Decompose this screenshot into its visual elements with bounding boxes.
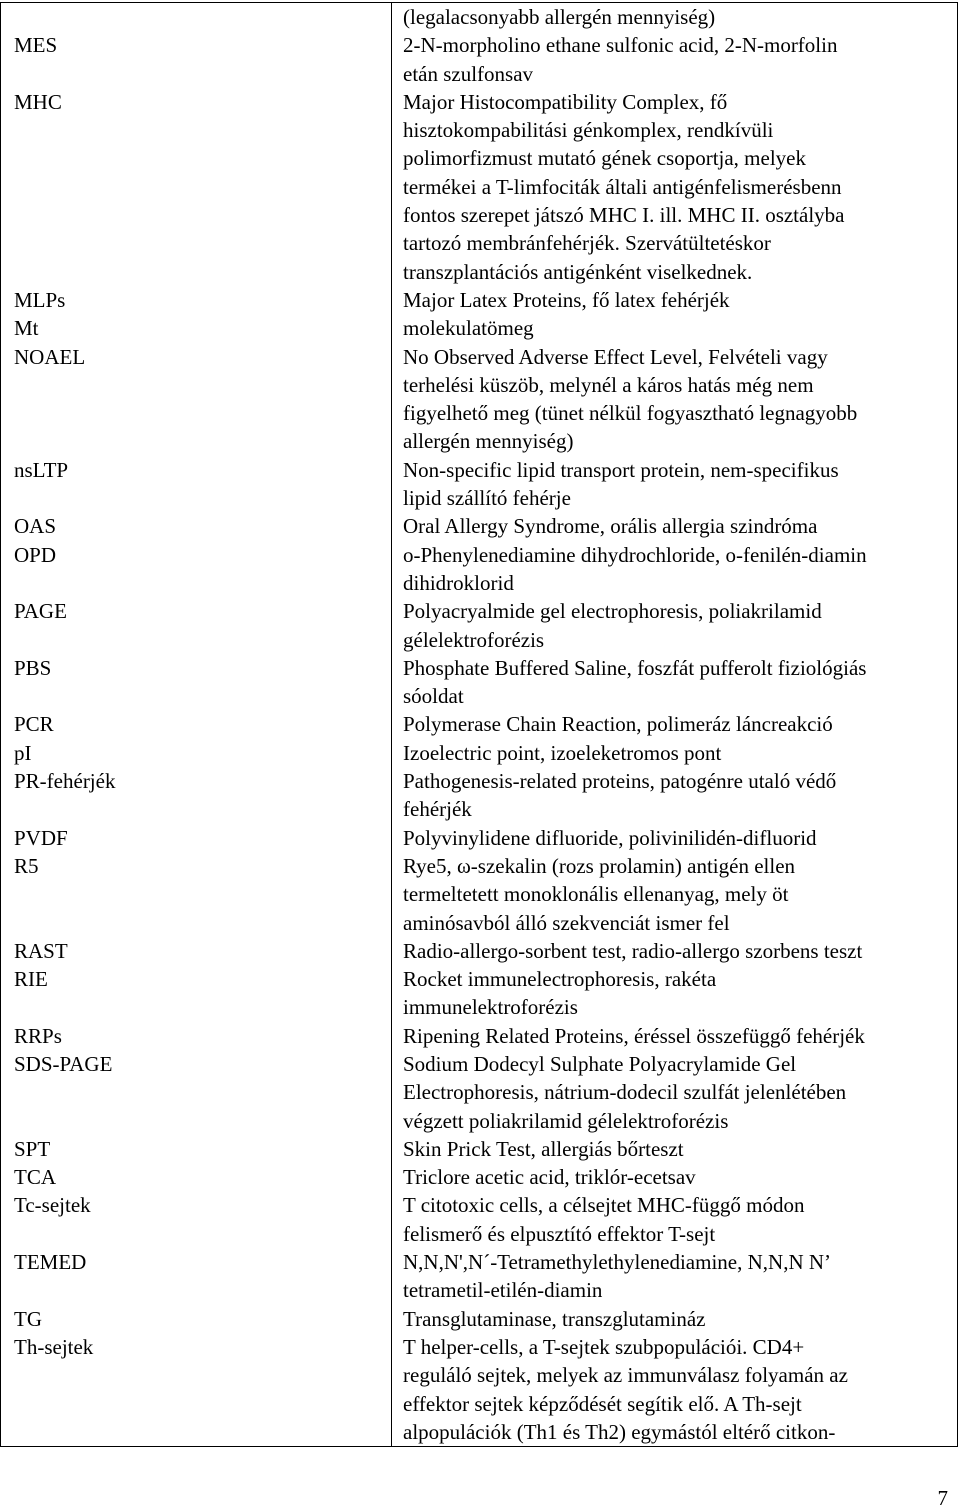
abbreviation-term: Th-sejtek <box>14 1334 94 1359</box>
abbreviation-definition <box>391 343 957 456</box>
abbreviation-term: PBS <box>14 655 52 680</box>
definition-line: Phosphate Buffered Saline, foszfát pufferolt fiziológiás <box>403 655 867 680</box>
definition-line: Ripening Related Proteins, éréssel összefüggő fehérjék <box>403 1023 865 1048</box>
definition-line: No Observed Adverse Effect Level, Felvételi vagy <box>403 344 828 369</box>
abbreviation-term: MES <box>14 33 58 58</box>
abbreviation-definition <box>391 1050 957 1135</box>
definition-line: felismerő és elpusztító effektor T-sejt <box>403 1221 716 1246</box>
definition-line: Skin Prick Test, allergiás bőrteszt <box>403 1136 684 1161</box>
definition-line: Triclore acetic acid, triklór-ecetsav <box>403 1165 696 1190</box>
definition-line: N,N,N',N´-Tetramethylethylenediamine, N,N,N N’ <box>403 1250 832 1275</box>
abbreviation-term: SPT <box>14 1136 51 1161</box>
definition-line: Pathogenesis-related proteins, patogénre utaló védő <box>403 769 837 794</box>
table-row <box>1 654 957 711</box>
table-row <box>1 1022 957 1050</box>
abbreviation-table <box>0 2 958 1447</box>
table-row <box>1 343 957 456</box>
definition-line: dihidroklorid <box>403 570 514 595</box>
table-row <box>1 824 957 852</box>
abbreviation-definition <box>391 541 957 598</box>
abbreviation-term: NOAEL <box>14 344 86 369</box>
definition-line: immunelektroforézis <box>403 995 578 1020</box>
abbreviation-definition <box>391 1163 957 1191</box>
definition-line: Polymerase Chain Reaction, polimeráz láncreakció <box>403 712 833 737</box>
abbreviation-definition <box>391 597 957 654</box>
abbreviation-term: Mt <box>14 316 39 341</box>
abbreviation-term: PR-fehérjék <box>14 769 116 794</box>
table-row <box>1 1333 957 1446</box>
definition-line: transzplantációs antigénként viselkednek. <box>403 259 753 284</box>
abbreviation-term: TCA <box>14 1165 56 1190</box>
abbreviation-term: PAGE <box>14 599 67 624</box>
abbreviation-definition <box>391 3 957 31</box>
table-row <box>1 852 957 937</box>
abbreviation-definition <box>391 852 957 937</box>
table-row <box>1 3 957 31</box>
table-row <box>1 541 957 598</box>
abbreviation-term: R5 <box>14 853 39 878</box>
abbreviation-term: OPD <box>14 542 57 567</box>
definition-line: Izoelectric point, izoeleketromos pont <box>403 740 722 765</box>
definition-line: reguláló sejtek, melyek az immunválasz folyamán az <box>403 1363 848 1388</box>
definition-line: végzett poliakrilamid gélelektroforézis <box>403 1108 729 1133</box>
abbreviation-definition <box>391 512 957 540</box>
abbreviation-definition <box>391 937 957 965</box>
definition-line: fehérjék <box>403 797 472 822</box>
abbreviation-term: TG <box>14 1306 42 1331</box>
abbreviation-definition <box>391 710 957 738</box>
definition-line: 2-N-morpholino ethane sulfonic acid, 2-N-morfolin <box>403 33 838 58</box>
definition-line: Sodium Dodecyl Sulphate Polyacrylamide Gel <box>403 1051 797 1076</box>
abbreviation-term <box>1 3 391 31</box>
abbreviation-definition <box>391 1305 957 1333</box>
abbreviation-term: PCR <box>14 712 54 737</box>
table-row <box>1 88 957 286</box>
definition-line: termékei a T-limfociták általi antigénfelismerésbenn <box>403 174 842 199</box>
abbreviation-term: pI <box>14 740 32 765</box>
abbreviation-definition <box>391 286 957 314</box>
abbreviation-definition <box>391 456 957 513</box>
definition-line: tartozó membránfehérjék. Szervátültetéskor <box>403 231 771 256</box>
definition-line: T helper-cells, a T-sejtek szubpopulációi. CD4+ <box>403 1334 805 1359</box>
abbreviation-term: OAS <box>14 514 57 539</box>
abbreviation-definition <box>391 31 957 88</box>
abbreviation-term: RRPs <box>14 1023 62 1048</box>
table-row <box>1 512 957 540</box>
abbreviation-term: MHC <box>14 89 62 114</box>
table-row <box>1 456 957 513</box>
definition-line: sóoldat <box>403 684 464 709</box>
abbreviation-term: RAST <box>14 938 68 963</box>
abbreviation-definition <box>391 1022 957 1050</box>
abbreviation-definition <box>391 1248 957 1305</box>
definition-line: molekulatömeg <box>403 316 534 341</box>
definition-line: allergén mennyiség) <box>403 429 574 454</box>
definition-line: gélelektroforézis <box>403 627 545 652</box>
page-number: 7 <box>937 1486 948 1510</box>
definition-line: Rye5, ω-szekalin (rozs prolamin) antigén ellen <box>403 853 796 878</box>
table-row <box>1 937 957 965</box>
abbreviation-term: Tc-sejtek <box>14 1193 91 1218</box>
abbreviation-term: SDS-PAGE <box>14 1051 113 1076</box>
table-row <box>1 597 957 654</box>
abbreviation-definition <box>391 1135 957 1163</box>
definition-line: (legalacsonyabb allergén mennyiség) <box>403 5 716 29</box>
definition-line: Electrophoresis, nátrium-dodecil szulfát jelenlétében <box>403 1080 847 1105</box>
abbreviation-term: TEMED <box>14 1250 87 1275</box>
definition-line: Polyvinylidene difluoride, polivinilidén-difluorid <box>403 825 817 850</box>
definition-line: terhelési küszöb, melynél a káros hatás még nem <box>403 372 814 397</box>
definition-line: lipid szállító fehérje <box>403 486 571 511</box>
abbreviation-definition <box>391 1191 957 1248</box>
definition-line: Transglutaminase, transzglutamináz <box>403 1306 706 1331</box>
definition-line: Major Histocompatibility Complex, fő <box>403 89 728 114</box>
definition-line: polimorfizmust mutató gének csoportja, melyek <box>403 146 806 171</box>
definition-line: o-Phenylenediamine dihydrochloride, o-fenilén-diamin <box>403 542 867 567</box>
table-row <box>1 1135 957 1163</box>
abbreviation-term: MLPs <box>14 287 66 312</box>
table-row <box>1 1305 957 1333</box>
abbreviation-term: RIE <box>14 967 48 992</box>
definition-line: hisztokompabilitási génkomplex, rendkívüli <box>403 118 774 143</box>
definition-line: effektor sejtek képződését segítik elő. A Th-sejt <box>403 1391 802 1416</box>
abbreviation-definition <box>391 965 957 1022</box>
abbreviation-term: PVDF <box>14 825 68 850</box>
table-row <box>1 31 957 88</box>
abbreviation-term: nsLTP <box>14 457 69 482</box>
definition-line: termeltetett monoklonális ellenanyag, mely öt <box>403 882 789 907</box>
table-row <box>1 314 957 342</box>
definition-line: aminósavból álló szekvenciát ismer fel <box>403 910 730 935</box>
definition-line: fontos szerepet játszó MHC I. ill. MHC II. osztályba <box>403 203 845 228</box>
table-row <box>1 1191 957 1248</box>
definition-line: Radio-allergo-sorbent test, radio-allergo szorbens teszt <box>403 938 863 963</box>
table-row <box>1 965 957 1022</box>
abbreviation-definition <box>391 654 957 711</box>
abbreviation-definition <box>391 767 957 824</box>
definition-line: figyelhető meg (tünet nélkül fogyasztható legnagyobb <box>403 401 858 426</box>
table-row <box>1 767 957 824</box>
definition-line: etán szulfonsav <box>403 61 534 86</box>
table-row <box>1 739 957 767</box>
definition-line: tetrametil-etilén-diamin <box>403 1278 603 1303</box>
definition-line: Rocket immunelectrophoresis, rakéta <box>403 967 717 992</box>
table-row <box>1 1050 957 1135</box>
definition-line: alpopulációk (Th1 és Th2) egymástól eltérő citkon- <box>403 1419 836 1444</box>
table-row <box>1 1163 957 1191</box>
abbreviation-definition <box>391 88 957 286</box>
table-row <box>1 710 957 738</box>
table-row <box>1 1248 957 1305</box>
definition-line: Polyacryalmide gel electrophoresis, poliakrilamid <box>403 599 822 624</box>
definition-line: Non-specific lipid transport protein, nem-specifikus <box>403 457 839 482</box>
table-row <box>1 286 957 314</box>
abbreviation-definition <box>391 824 957 852</box>
abbreviation-definition <box>391 1333 957 1446</box>
abbreviation-definition <box>391 739 957 767</box>
definition-line: Oral Allergy Syndrome, orális allergia szindróma <box>403 514 818 539</box>
abbreviation-definition <box>391 314 957 342</box>
definition-line: Major Latex Proteins, fő latex fehérjék <box>403 287 730 312</box>
definition-line: T citotoxic cells, a célsejtet MHC-függő módon <box>403 1193 805 1218</box>
